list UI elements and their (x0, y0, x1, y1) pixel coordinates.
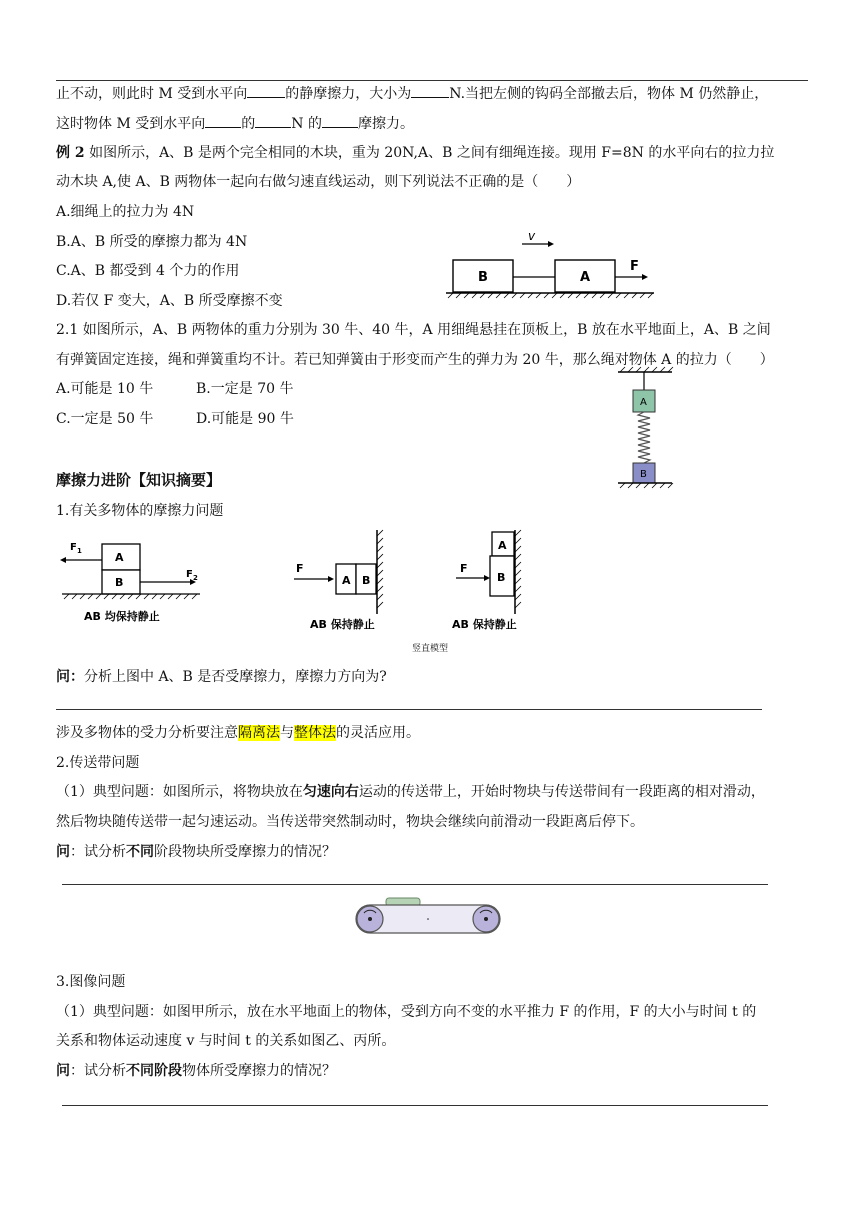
example-label: 例 2 (56, 145, 85, 161)
block-a-label: A (580, 270, 591, 285)
example-2-stem-1 (56, 143, 774, 163)
graph-problem-line-2: 关系和物体运动速度 v 与时间 t 的关系如图乙、丙所。 (56, 1033, 396, 1049)
highlight-isolation-method: 隔离法 (238, 725, 280, 741)
conveyor-belt-figure (352, 894, 504, 944)
vertical-model-note: 竖直模型 (412, 644, 449, 654)
stacked-blocks-figure (60, 536, 220, 628)
text: 的静摩擦力，大小为 (285, 86, 412, 102)
text: ：试分析 (70, 1063, 126, 1079)
svg-text:B: B (362, 574, 371, 587)
method-note (56, 723, 420, 743)
wall-blocks-figure-1 (290, 528, 410, 630)
text: 与 (280, 725, 294, 741)
caption: AB 保持静止 (452, 618, 517, 630)
item-3: 3.图像问题 (56, 974, 126, 990)
blank (411, 83, 449, 98)
svg-text:F: F (296, 562, 304, 575)
text: （1）典型问题：如图所示，将物块放在 (56, 784, 303, 800)
f1-label: F (70, 542, 77, 553)
svg-text:F: F (460, 562, 468, 575)
caption: AB 均保持静止 (84, 610, 160, 623)
force-arrow (328, 576, 334, 582)
text: ：试分析 (70, 844, 126, 860)
answer-line (56, 709, 762, 710)
svg-text:B: B (115, 576, 124, 589)
force-label: F (630, 259, 639, 274)
option-c: C.A、B 都受到 4 个力的作用 (56, 263, 240, 279)
text: 物体所受摩擦力的情况？ (182, 1063, 336, 1079)
question-text: 分析上图中 A、B 是否受摩擦力，摩擦力方向为? (84, 669, 387, 685)
bold-text: 匀速向右 (302, 784, 359, 800)
text: N.当把左侧的钩码全部撤去后，物体 M 仍然静止， (449, 86, 769, 102)
text: 如图所示，A、B 是两个完全相同的木块，重为 20N,A、B 之间有细绳连接。现用 F=8N 的水平向右的拉力拉 (84, 145, 775, 161)
block-b-label: B (478, 270, 488, 285)
option-d: D.若仅 F 变大，A、B 所受摩擦不变 (56, 293, 283, 309)
f2-label: F (186, 569, 193, 580)
section-title: 摩擦力进阶【知识摘要】 (56, 471, 222, 489)
fill-blank-line-1 (56, 83, 768, 104)
text: 涉及多物体的受力分析要注意 (56, 725, 238, 741)
question-label: 问 (56, 844, 70, 860)
blank (255, 113, 291, 128)
block-b-label: B (640, 469, 647, 480)
question-1 (56, 667, 387, 687)
blank (322, 113, 358, 128)
bold-text: 不同 (126, 844, 154, 860)
ground-hatch (448, 293, 653, 298)
velocity-label: v (528, 229, 536, 243)
fill-blank-line-2 (56, 113, 414, 134)
problem-2-1-stem-2: 有弹簧固定连接，绳和弹簧重均不计。若已知弹簧由于形变而产生的弹力为 20 牛，那么绳对物体 A 的拉力（ ） (56, 352, 774, 368)
top-rule (56, 80, 808, 81)
svg-text:2: 2 (193, 574, 198, 582)
option-c: C.一定是 50 牛 (56, 411, 154, 427)
question-label: 问 (56, 1063, 70, 1079)
graph-problem-line-1: （1）典型问题：如图甲所示，放在水平地面上的物体，受到方向不变的水平推力 F 的作用，F 的大小与时间 t 的 (56, 1004, 757, 1020)
svg-text:A: A (115, 551, 124, 564)
text: 阶段物块所受摩擦力的情况？ (154, 844, 336, 860)
force-arrow (642, 274, 648, 280)
example-2-stem-2: 动木块 A,使 A、B 两物体一起向右做匀速直线运动，则下列说法不正确的是（ ） (56, 174, 581, 190)
svg-text:B: B (497, 571, 506, 584)
option-b: B.一定是 70 牛 (196, 381, 294, 397)
caption: AB 保持静止 (310, 618, 375, 630)
option-a: A.可能是 10 牛 (56, 381, 154, 397)
text: N 的 (291, 116, 322, 132)
answer-line (62, 1105, 768, 1106)
blank (205, 113, 241, 128)
spring (638, 412, 650, 463)
question-2 (56, 842, 336, 862)
text: 止不动，则此时 M 受到水平向 (56, 86, 248, 102)
conveyor-problem-line-2: 然后物块随传送带一起匀速运动。当传送带突然制动时，物块会继续向前滑动一段距离后停下。 (56, 814, 644, 830)
svg-text:1: 1 (77, 547, 82, 555)
option-a: A.细绳上的拉力为 4N (56, 204, 195, 220)
force-arrow (484, 575, 490, 581)
option-d: D.可能是 90 牛 (196, 411, 294, 427)
spring-figure (612, 366, 682, 492)
text: 的 (241, 116, 256, 132)
bold-text: 不同阶段 (126, 1063, 182, 1079)
wall-blocks-figure-2 (446, 528, 536, 630)
question-label: 问： (56, 669, 84, 685)
option-b: B.A、B 所受的摩擦力都为 4N (56, 234, 248, 250)
highlight-whole-method: 整体法 (294, 725, 336, 741)
f1-arrow (60, 557, 66, 563)
blocks-rope-figure (440, 226, 660, 302)
text: 运动的传送带上，开始时物块与传送带间有一段距离的相对滑动， (358, 784, 765, 800)
text: 的灵活应用。 (336, 725, 420, 741)
text: 摩擦力。 (357, 116, 414, 132)
answer-line (62, 884, 768, 885)
block-a-label: A (640, 397, 647, 408)
svg-text:A: A (498, 539, 507, 552)
text: 这时物体 M 受到水平向 (56, 116, 206, 132)
item-1: 1.有关多物体的摩擦力问题 (56, 503, 224, 519)
problem-2-1-stem-1: 2.1 如图所示，A、B 两物体的重力分别为 30 牛、40 牛，A 用细绳悬挂在顶板上，B 放在水平地面上，A、B 之间 (56, 322, 771, 338)
conveyor-problem-line-1 (56, 782, 765, 802)
blank (247, 83, 285, 98)
item-2: 2.传送带问题 (56, 755, 140, 771)
question-3 (56, 1061, 336, 1081)
svg-text:A: A (342, 574, 351, 587)
